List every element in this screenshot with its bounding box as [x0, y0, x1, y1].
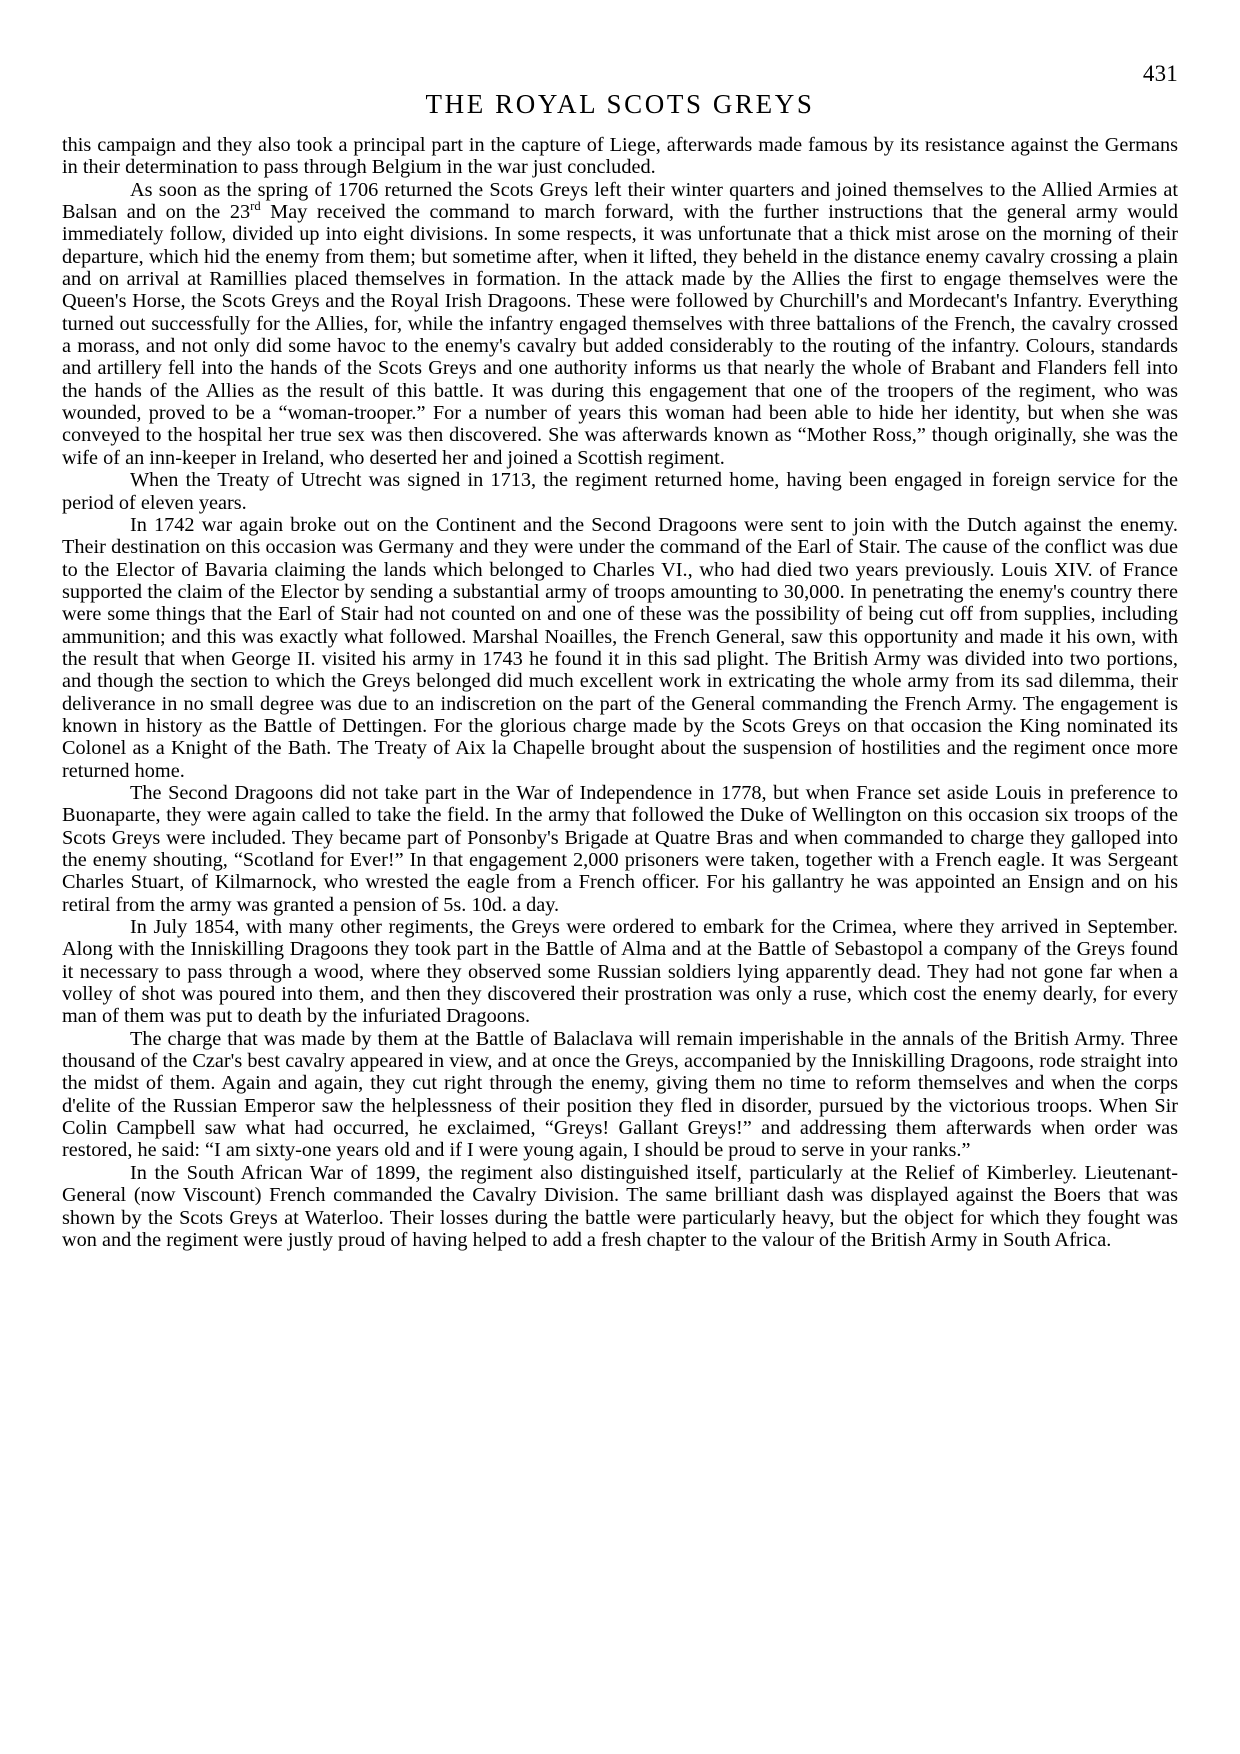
paragraph-1: this campaign and they also took a principal part in the capture of Liege, afterwards made famous by its resistance against the Germans in their determination to pass through Belgium in the war just concluded.	[62, 134, 1178, 179]
body-text-column	[62, 134, 1178, 1251]
ordinal-superscript: rd	[250, 199, 261, 214]
paragraph-2	[62, 179, 1178, 469]
paragraph-2-part-before: As soon as the spring of 1706 returned the Scots Greys left their winter quarters and joined themselves to the Allied Armies at Balsan and on the 23	[62, 178, 1178, 224]
paragraph-8: In the South African War of 1899, the regiment also distinguished itself, particularly at the Relief of Kimberley. Lieutenant-General (now Viscount) French commanded the Cavalry Division. The same brilliant dash was displayed against the Boers that was shown by the Scots Greys at Waterloo. Their losses during the battle were particularly heavy, but the object for which they fought was won and the regiment were justly proud of having helped to add a fresh chapter to the valour of the British Army in South Africa.	[62, 1161, 1178, 1251]
running-head: THE ROYAL SCOTS GREYS	[425, 89, 815, 119]
page-number: 431	[1142, 61, 1178, 86]
paragraph-2-part-after: May received the command to march forward, with the further instructions that the general army would immediately follow, divided up into eight divisions. In some respects, it was unfortunate that a thick mist arose on the morning of their departure, which hid the enemy from them; but sometime after, when it lifted, they beheld in the distance enemy cavalry crossing a plain and on arrival at Ramillies placed themselves in formation. In the attack made by the Allies the first to engage themselves were the Queen's Horse, the Scots Greys and the Royal Irish Dragoons. These were followed by Churchill's and Mordecant's Infantry. Everything turned out successfully for the Allies, for, while the infantry engaged themselves with three battalions of the French, the cavalry crossed a morass, and not only did some havoc to the enemy's cavalry but added considerably to the routing of the infantry. Colours, standards and artillery fell into the hands of the Scots Greys and one authority informs us that nearly the whole of Brabant and Flanders fell into the hands of the Allies as the result of this battle. It was during this engagement that one of the troopers of the regiment, who was wounded, proved to be a “woman-trooper.” For a number of years this woman had been able to hide her identity, but when she was conveyed to the hospital her true sex was then discovered. She was afterwards known as “Mother Ross,” though originally, she was the wife of an inn-keeper in Ireland, who deserted her and joined a Scottish regiment.	[62, 201, 1178, 469]
paragraph-3: When the Treaty of Utrecht was signed in 1713, the regiment returned home, having been engaged in foreign service for the period of eleven years.	[62, 469, 1178, 514]
paragraph-6: In July 1854, with many other regiments, the Greys were ordered to embark for the Crimea, where they arrived in September. Along with the Inniskilling Dragoons they took part in the Battle of Alma and at the Battle of Sebastopol a company of the Greys found it necessary to pass through a wood, where they observed some Russian soldiers lying apparently dead. They had not gone far when a volley of shot was poured into them, and then they discovered their prostration was only a ruse, which cost the enemy dearly, for every man of them was put to death by the infuriated Dragoons.	[62, 916, 1178, 1028]
paragraph-7: The charge that was made by them at the Battle of Balaclava will remain imperishable in the annals of the British Army. Three thousand of the Czar's best cavalry appeared in view, and at once the Greys, accompanied by the Inniskilling Dragoons, rode straight into the midst of them. Again and again, they cut right through the enemy, giving them no time to reform themselves and when the corps d'elite of the Russian Emperor saw the helplessness of their position they fled in disorder, pursued by the victorious troops. When Sir Colin Campbell saw what had occurred, he exclaimed, “Greys! Gallant Greys!” and addressing them afterwards when order was restored, he said: “I am sixty-one years old and if I were young again, I should be proud to serve in your ranks.”	[62, 1027, 1178, 1162]
paragraph-5: The Second Dragoons did not take part in the War of Independence in 1778, but when France set aside Louis in preference to Buonaparte, they were again called to take the field. In the army that followed the Duke of Wellington on this occasion six troops of the Scots Greys were included. They became part of Ponsonby's Brigade at Quatre Bras and when commanded to charge they galloped into the enemy shouting, “Scotland for Ever!” In that engagement 2,000 prisoners were taken, together with a French eagle. It was Sergeant Charles Stuart, of Kilmarnock, who wrested the eagle from a French officer. For his gallantry he was appointed an Ensign and on his retiral from the army was granted a pension of 5s. 10d. a day.	[62, 781, 1178, 916]
paragraph-4: In 1742 war again broke out on the Continent and the Second Dragoons were sent to join with the Dutch against the enemy. Their destination on this occasion was Germany and they were under the command of the Earl of Stair. The cause of the conflict was due to the Elector of Bavaria claiming the lands which belonged to Charles VI., who had died two years previously. Louis XIV. of France supported the claim of the Elector by sending a substantial army of troops amounting to 30,000. In penetrating the enemy's country there were some things that the Earl of Stair had not counted on and one of these was the possibility of being cut off from supplies, including ammunition; and this was exactly what followed. Marshal Noailles, the French General, saw this opportunity and made it his own, with the result that when George II. visited his army in 1743 he found it in this sad plight. The British Army was divided into two portions, and though the section to which the Greys belonged did much excellent work in extricating the whole army from its sad dilemma, their deliverance in no small degree was due to an indiscretion on the part of the General commanding the French Army. The engagement is known in history as the Battle of Dettingen. For the glorious charge made by the Scots Greys on that occasion the King nominated its Colonel as a Knight of the Bath. The Treaty of Aix la Chapelle brought about the suspension of hostilities and the regiment once more returned home.	[62, 513, 1178, 782]
